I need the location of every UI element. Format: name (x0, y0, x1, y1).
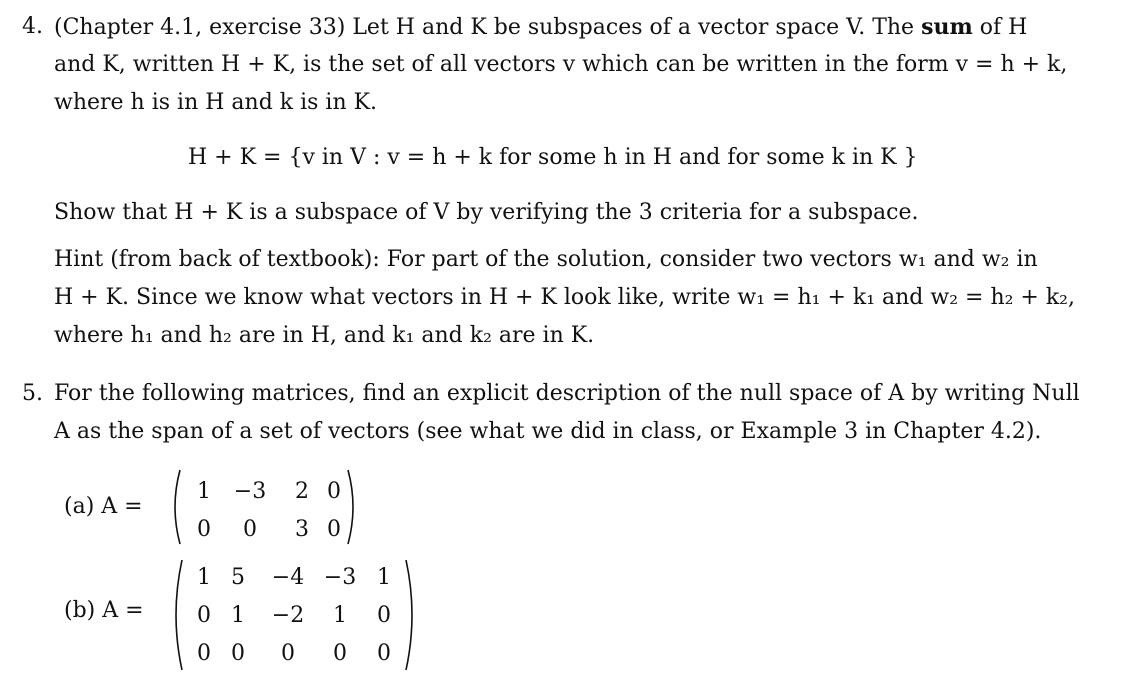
problem-4-line-1-end: of H (979, 15, 1028, 40)
matrix-a-cell: −3 (233, 479, 267, 504)
problem-5-line-1: For the following matrices, find an explicit description of the null space of A by writing Null (54, 381, 1080, 406)
problem-4-number: 4. (22, 14, 43, 39)
matrix-b-cell: 1 (197, 565, 211, 590)
matrix-b-cell: 1 (333, 603, 347, 628)
matrix-b-left-paren (168, 558, 184, 672)
matrix-a-left-paren (168, 468, 182, 546)
matrix-b-cell: 0 (197, 603, 211, 628)
matrix-a-cell: 0 (243, 517, 257, 542)
matrix-a-cell: 2 (295, 479, 309, 504)
matrix-a-cell: 1 (197, 479, 211, 504)
sum-term: sum (921, 14, 973, 40)
problem-4-line-2: and K, written H + K, is the set of all vectors v which can be written in the form v = h + k, (54, 52, 1068, 77)
matrix-b-cell: −3 (323, 565, 357, 590)
matrix-b-cell: −4 (271, 565, 305, 590)
matrix-b-cell: 1 (377, 565, 391, 590)
matrix-a-cell: 0 (327, 517, 341, 542)
matrix-b-cell: −2 (271, 603, 305, 628)
matrix-a-cell: 0 (197, 517, 211, 542)
problem-4-show: Show that H + K is a subspace of V by verifying the 3 criteria for a subspace. (54, 200, 919, 225)
matrix-b-cell: 0 (377, 603, 391, 628)
matrix-b-cell: 0 (197, 641, 211, 666)
matrix-b-cell: 1 (231, 603, 245, 628)
matrix-b-cell: 0 (281, 641, 295, 666)
matrix-b-cell: 5 (231, 565, 245, 590)
matrix-a-cell: 0 (327, 479, 341, 504)
problem-4-line-1 (54, 12, 1027, 43)
matrix-b-cell: 0 (231, 641, 245, 666)
hint-line-2: H + K. Since we know what vectors in H + K look like, write w₁ = h₁ + k₁ and w₂ = h₂ + k₂, (54, 285, 1075, 310)
hint-line-3: where h₁ and h₂ are in H, and k₁ and k₂ are in K. (54, 323, 595, 348)
problem-4-line-1-text: (Chapter 4.1, exercise 33) Let H and K be subspaces of a vector space V. The (54, 15, 915, 40)
set-definition: H + K = {v in V : v = h + k for some h in H and for some k in K } (188, 145, 918, 170)
part-a-label: (a) A = (64, 494, 143, 519)
part-b-label: (b) A = (64, 598, 144, 623)
matrix-a-cell: 3 (295, 517, 309, 542)
problem-5-line-2: A as the span of a set of vectors (see what we did in class, or Example 3 in Chapter 4.2). (54, 419, 1042, 444)
matrix-b-cell: 0 (377, 641, 391, 666)
hint-line-1: Hint (from back of textbook): For part of the solution, consider two vectors w₁ and w₂ in (54, 247, 1038, 272)
problem-5-number: 5. (22, 381, 43, 406)
matrix-b-cell: 0 (333, 641, 347, 666)
matrix-b-right-paren (404, 558, 420, 672)
problem-4-line-3: where h is in H and k is in K. (54, 90, 378, 115)
